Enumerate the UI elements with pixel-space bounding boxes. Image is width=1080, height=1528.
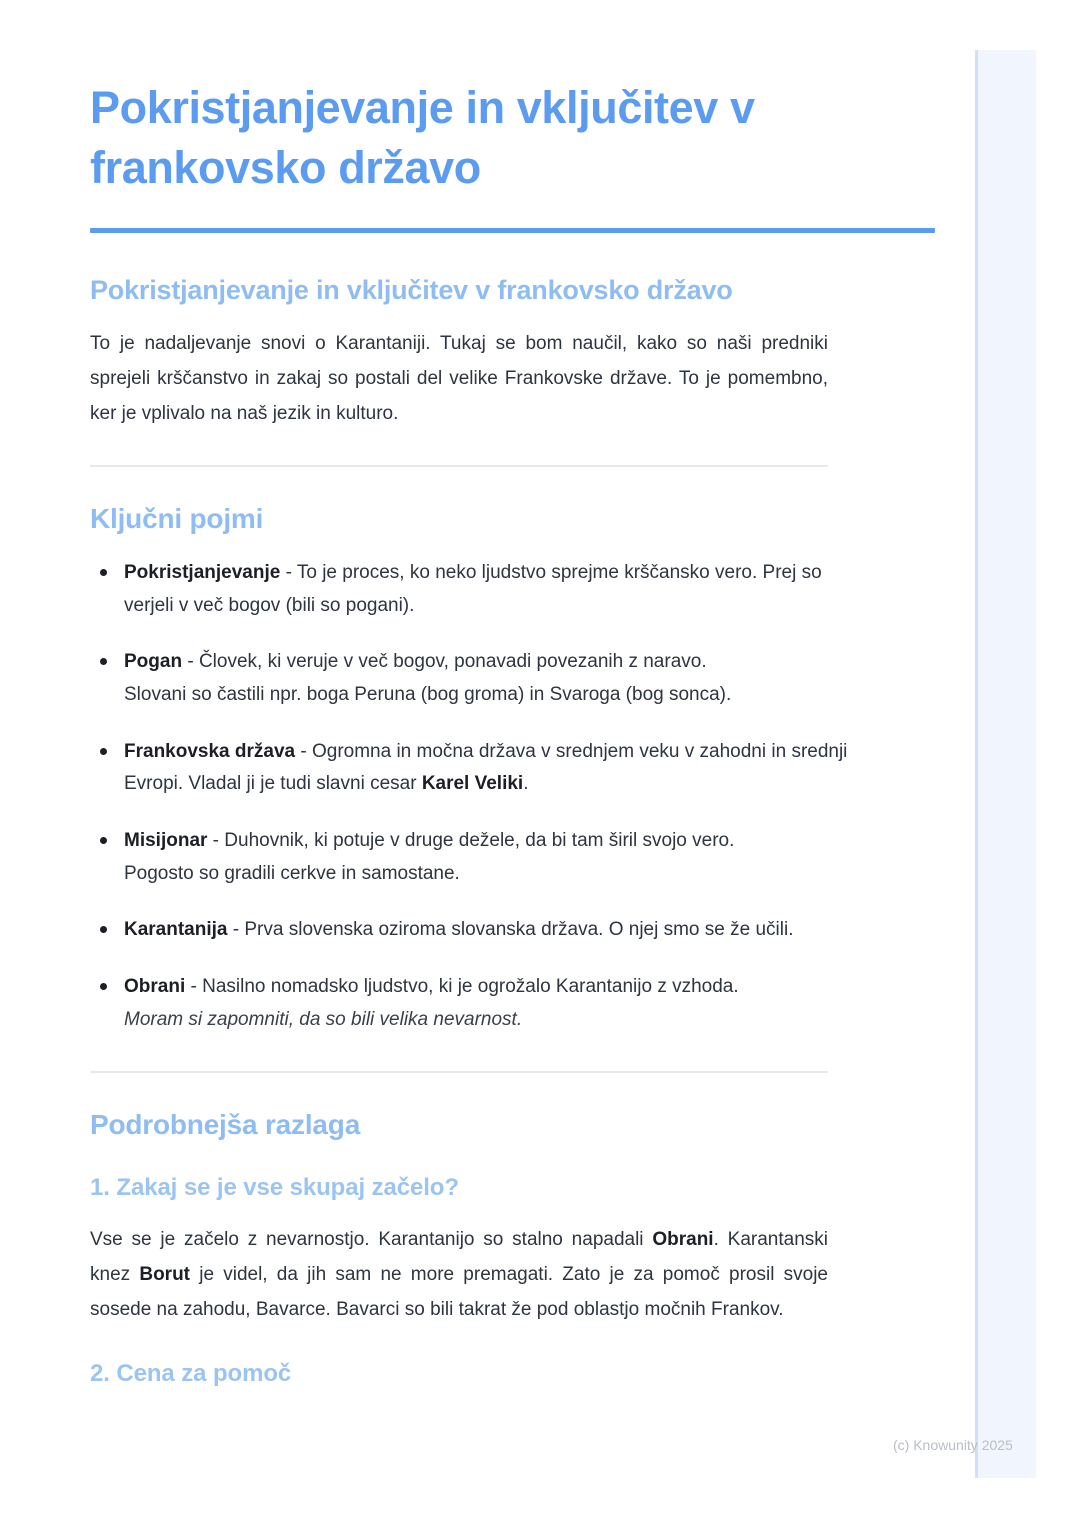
copyright-watermark: (c) Knowunity 2025 (893, 1437, 1013, 1453)
section-divider-1 (90, 465, 828, 467)
bullet-icon (100, 983, 107, 990)
term-name: Pokristjanjevanje (124, 562, 281, 584)
term-dash: - (295, 740, 312, 762)
list-item (90, 825, 850, 890)
term-dash: - (207, 830, 225, 852)
title-underline-rule (90, 228, 935, 233)
term-definition-end: . (523, 773, 529, 795)
term-name: Frankovska država (124, 740, 296, 762)
term-extra: Slovani so častili npr. boga Peruna (bog groma) in Svaroga (bog sonca). (124, 684, 732, 706)
term-dash: - (227, 919, 245, 941)
list-item (90, 646, 850, 711)
term-name: Obrani (124, 976, 186, 998)
right-side-panel (975, 50, 1036, 1478)
paragraph-part-2: . Karantanski knez (90, 1228, 828, 1285)
term-emphasis: Karel Veliki (421, 773, 524, 795)
term-name: Karantanija (124, 919, 228, 941)
paragraph-part-1: Vse se je začelo z nevarnostjo. Karantanijo so stalno napadali (90, 1228, 653, 1250)
bullet-icon (100, 926, 107, 933)
paragraph-emphasis-obrani: Obrani (652, 1228, 714, 1250)
paragraph-emphasis-borut: Borut (139, 1263, 191, 1285)
bullet-icon (100, 569, 107, 576)
paragraph-part-3: je videl, da jih sam ne more premagati. Zato je za pomoč prosil svoje sosede na zahodu, Bavarce. Bavarci so bili takrat že pod oblastjo močnih Frankov. (90, 1263, 829, 1320)
key-terms-list (90, 557, 850, 1036)
section-divider-2 (90, 1071, 828, 1073)
term-dash: - (185, 976, 203, 998)
term-definition: Nasilno nomadsko ljudstvo, ki je ogrožalo Karantanijo z vzhoda. (202, 976, 739, 998)
list-item (90, 971, 850, 1036)
term-italic-note: Moram si zapomniti, da so bili velika nevarnost. (124, 1008, 523, 1030)
subsection-1-heading: 1. Zakaj se je vse skupaj začelo? (90, 1173, 459, 1201)
bullet-icon (100, 748, 107, 755)
list-item (90, 914, 850, 947)
term-definition: To je proces, ko neko ljudstvo sprejme krščansko vero. Prej so verjeli v več bogov (bili so pogani). (124, 562, 822, 616)
document-subtitle: Pokristjanjevanje in vključitev v frankovsko državo (90, 274, 733, 305)
term-name: Pogan (124, 651, 183, 673)
term-dash: - (280, 562, 297, 584)
term-definition: Človek, ki veruje v več bogov, ponavadi povezanih z naravo. (198, 651, 707, 673)
term-definition: Ogromna in močna država v srednjem veku v zahodni in srednji Evropi. Vladal ji je tudi slavni cesar (124, 740, 848, 795)
term-definition: Duhovnik, ki potuje v druge dežele, da bi tam širil svojo vero. (224, 830, 735, 852)
list-item (90, 736, 850, 801)
bullet-icon (100, 837, 107, 844)
term-dash: - (182, 651, 199, 673)
bullet-icon (100, 658, 107, 665)
term-extra: Pogosto so gradili cerkve in samostane. (124, 862, 460, 884)
subsection-1-paragraph (90, 1222, 828, 1327)
subsection-2-heading: 2. Cena za pomoč (90, 1359, 292, 1387)
term-definition: Prva slovenska oziroma slovanska država. O njej smo se že učili. (244, 919, 794, 941)
detail-section-heading: Podrobnejša razlaga (90, 1108, 361, 1140)
intro-paragraph: To je nadaljevanje snovi o Karantaniji. Tukaj se bom naučil, kako so naši predniki sprejeli krščanstvo in zakaj so postali del velike Frankovske države. To je pomembno, ker je vplivalo na naš jezik in kulturo. (90, 332, 828, 424)
list-item (90, 557, 850, 622)
page-title: Pokristjanjevanje in vključitev v frankovsko državo (90, 82, 755, 193)
term-name: Misijonar (124, 830, 208, 852)
key-terms-heading: Ključni pojmi (90, 503, 264, 535)
